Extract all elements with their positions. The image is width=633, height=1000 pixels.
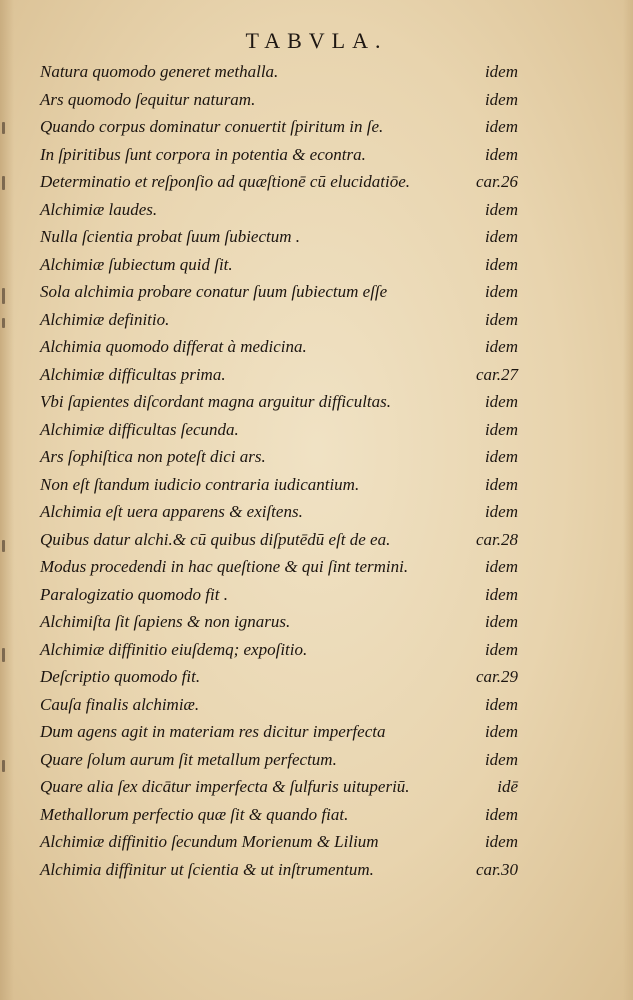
ink-bleed-mark: [2, 540, 5, 552]
toc-entry: [40, 113, 518, 141]
toc-entry: [40, 801, 518, 829]
toc-entry: [40, 828, 518, 856]
ink-bleed-mark: [2, 176, 5, 190]
toc-entry-title: Modus procedendi in hac queſtione & qui ſint termini.: [40, 557, 409, 576]
toc-entry-title: Alchimia eſt uera apparens & exiſtens.: [40, 502, 303, 521]
ink-bleed-mark: [2, 648, 5, 662]
toc-entry-title: Alchimiæ difficultas ſecunda.: [40, 419, 239, 439]
toc-entry-reference: idem: [484, 804, 518, 824]
toc-entry-title: In ſpiritibus ſunt corpora in potentia & econtra.: [40, 144, 366, 164]
toc-entry-title: Deſcriptio quomodo fit.: [40, 667, 201, 686]
toc-entry: [40, 141, 518, 169]
toc-entry-reference: idem: [484, 474, 518, 494]
toc-entry-title: Determinatio et reſponſio ad quæſtionē cū elucidatiōe.: [40, 172, 410, 191]
toc-entry-title: Alchimia quomodo differat à medicina.: [40, 337, 307, 356]
toc-entry-title: Non eſt ſtandum iudicio contraria iudicantium.: [40, 474, 360, 494]
page-gutter-shadow: [0, 0, 14, 1000]
toc-entry-title: Quibus datur alchi.& cū quibus diſputēdū eſt de ea.: [40, 529, 391, 549]
toc-entry: [40, 746, 518, 774]
toc-entry: [40, 306, 518, 334]
toc-entry-title: Quare ſolum aurum ſit metallum perfectum.: [40, 749, 337, 769]
toc-entry-reference: idem: [484, 694, 518, 714]
toc-entry-reference: idē: [497, 777, 518, 796]
toc-entry-title: Alchimiæ definitio.: [40, 309, 170, 329]
toc-entry: [40, 498, 518, 526]
toc-entry: [40, 718, 518, 746]
toc-entry-reference: idem: [484, 199, 518, 219]
toc-entry-title: Quando corpus dominatur conuertit ſpiritum in ſe.: [40, 117, 384, 136]
toc-entry-reference: idem: [484, 254, 518, 274]
toc-entry-reference: idem: [484, 117, 518, 136]
toc-entry-reference: idem: [484, 227, 518, 246]
toc-entry: [40, 58, 518, 86]
toc-entry: [40, 443, 518, 471]
ink-bleed-mark: [2, 288, 5, 304]
toc-entry-reference: idem: [484, 89, 518, 109]
toc-entry: [40, 278, 518, 306]
toc-entry: [40, 168, 518, 196]
toc-entry-title: Alchimia diffinitur ut ſcientia & ut inſtrumentum.: [40, 859, 374, 879]
toc-entry: [40, 333, 518, 361]
toc-entry-title: Alchimiæ diffinitio ſecundum Morienum & Lilium: [40, 832, 379, 851]
toc-entry-reference: car.28: [475, 529, 518, 549]
toc-entry-title: Methallorum perfectio quæ ſit & quando fiat.: [40, 804, 349, 824]
table-of-contents-list: [40, 58, 518, 883]
toc-entry-reference: car.30: [475, 859, 518, 879]
toc-entry-reference: idem: [484, 502, 518, 521]
toc-entry-reference: idem: [484, 639, 518, 659]
page-edge-shadow: [623, 0, 633, 1000]
toc-entry-title: Sola alchimia probare conatur ſuum ſubiectum eſſe: [40, 282, 388, 301]
toc-entry: [40, 526, 518, 554]
toc-entry: [40, 223, 518, 251]
toc-entry: [40, 553, 518, 581]
toc-entry-reference: idem: [484, 557, 518, 576]
toc-entry-reference: idem: [484, 392, 518, 411]
toc-entry-title: Cauſa finalis alchimiæ.: [40, 694, 200, 714]
toc-entry: [40, 636, 518, 664]
toc-entry: [40, 416, 518, 444]
toc-entry-title: Natura quomodo generet methalla.: [40, 62, 279, 81]
toc-entry: [40, 663, 518, 691]
ink-bleed-mark: [2, 122, 5, 134]
toc-entry: [40, 251, 518, 279]
toc-entry-reference: idem: [484, 337, 518, 356]
toc-entry: [40, 581, 518, 609]
toc-entry-reference: car.26: [475, 172, 518, 191]
toc-entry-reference: idem: [484, 144, 518, 164]
ink-bleed-mark: [2, 318, 5, 328]
toc-entry-reference: idem: [484, 749, 518, 769]
toc-entry-reference: car.27: [475, 364, 518, 384]
toc-entry-reference: idem: [484, 282, 518, 301]
toc-entry-title: Nulla ſcientia probat ſuum ſubiectum .: [40, 227, 301, 246]
toc-entry-title: Dum agens agit in materiam res dicitur imperfecta: [40, 722, 386, 741]
toc-entry: [40, 361, 518, 389]
toc-entry: [40, 196, 518, 224]
toc-entry-reference: idem: [484, 832, 518, 851]
toc-entry-title: Paralogizatio quomodo fit .: [40, 584, 228, 604]
toc-entry-reference: idem: [484, 612, 518, 631]
toc-entry-title: Alchimiſta ſit ſapiens & non ignarus.: [40, 612, 291, 631]
toc-entry-reference: idem: [484, 62, 518, 81]
toc-entry-reference: idem: [484, 584, 518, 604]
toc-entry-title: Ars quomodo ſequitur naturam.: [40, 89, 256, 109]
toc-entry-title: Alchimiæ ſubiectum quid ſit.: [40, 254, 233, 274]
toc-entry-reference: idem: [484, 419, 518, 439]
toc-entry: [40, 608, 518, 636]
toc-entry-title: Quare alia ſex dicātur imperfecta & ſulfuris uituperiū.: [40, 777, 410, 796]
toc-entry-title: Ars ſophiſtica non poteſt dici ars.: [40, 447, 266, 466]
toc-entry-title: Alchimiæ laudes.: [40, 199, 158, 219]
toc-entry-title: Vbi ſapientes diſcordant magna arguitur difficultas.: [40, 392, 392, 411]
running-head: TABVLA.: [245, 28, 388, 53]
toc-entry-reference: car.29: [475, 667, 518, 686]
toc-entry: [40, 691, 518, 719]
toc-entry-reference: idem: [484, 722, 518, 741]
toc-entry-reference: idem: [484, 447, 518, 466]
toc-entry: [40, 86, 518, 114]
toc-entry: [40, 471, 518, 499]
toc-entry-title: Alchimiæ difficultas prima.: [40, 364, 226, 384]
toc-entry: [40, 856, 518, 884]
toc-entry-reference: idem: [484, 309, 518, 329]
toc-entry: [40, 773, 518, 801]
ink-bleed-mark: [2, 760, 5, 772]
toc-entry-title: Alchimiæ diffinitio eiuſdemq; expoſitio.: [40, 639, 308, 659]
toc-entry: [40, 388, 518, 416]
